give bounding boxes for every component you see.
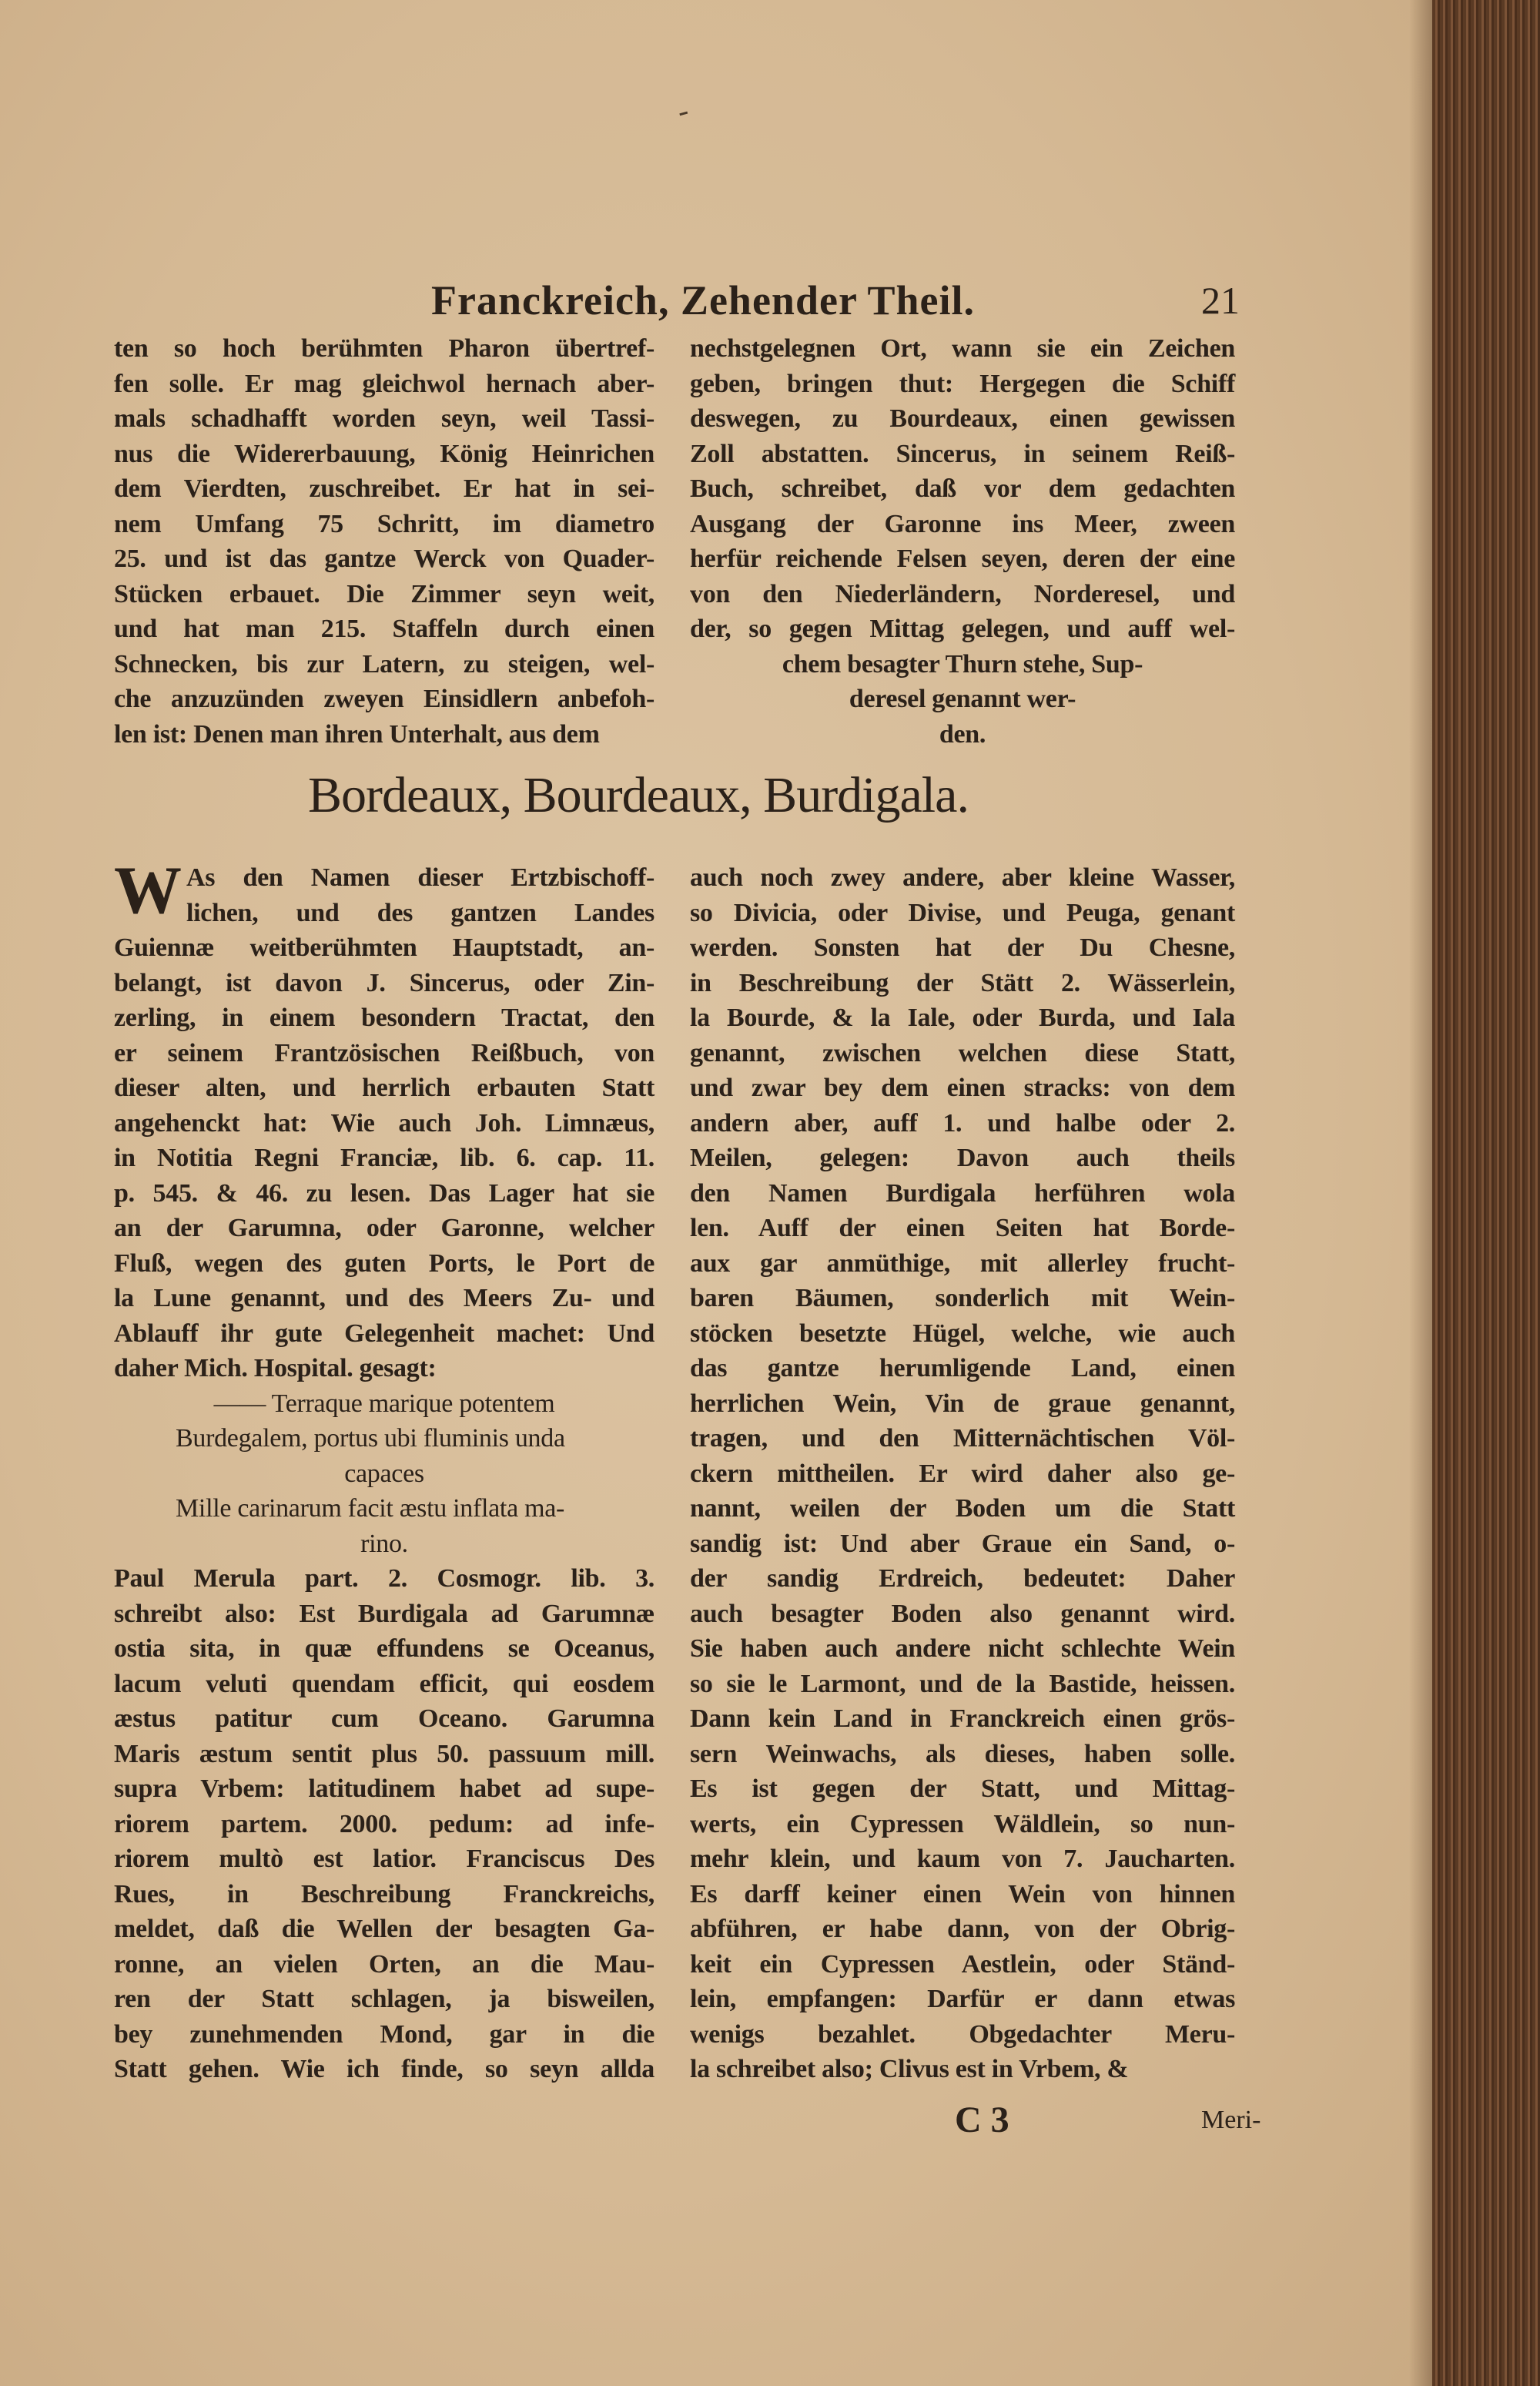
text-line: bey zunehmenden Mond, gar in die — [114, 2019, 654, 2049]
text-line: nannt, weilen der Boden um die Statt — [690, 1494, 1235, 1523]
text-line: lichen, und des gantzen Landes — [186, 898, 654, 927]
text-line: nem Umfang 75 Schritt, im diametro — [114, 509, 654, 538]
text-line: deresel genannt wer- — [849, 685, 1076, 713]
text-line: sern Weinwachs, als dieses, haben solle. — [690, 1739, 1235, 1768]
text-line: keit ein Cypressen Aestlein, oder Ständ- — [690, 1949, 1235, 1979]
text-line: deswegen, zu Bourdeaux, einen gewissen — [690, 404, 1235, 433]
text-line: zerling, in einem besondern Tractat, den — [114, 1004, 654, 1032]
text-line: dem Vierdten, zuschreibet. Er hat in sei- — [114, 474, 654, 503]
top-left-column — [114, 331, 654, 752]
text-line: la Lune genannt, und des Meers Zu- und — [114, 1284, 654, 1312]
text-line: ostia sita, in quæ effundens se Oceanus, — [114, 1634, 654, 1663]
text-line: Guiennæ weitberühmten Hauptstadt, an- — [114, 933, 654, 962]
text-line: Paul Merula part. 2. Cosmogr. lib. 3. — [114, 1564, 654, 1593]
text-line: und hat man 215. Staffeln durch einen — [114, 615, 654, 643]
text-line: von den Niederländern, Norderesel, und — [690, 579, 1235, 608]
top-right-column — [690, 331, 1235, 752]
text-line: ren der Statt schlagen, ja bisweilen, — [114, 1985, 654, 2013]
verse-quote — [114, 1386, 654, 1562]
catchword: Meri- — [1201, 2106, 1261, 2134]
text-line: Statt gehen. Wie ich finde, so seyn allda — [114, 2055, 654, 2083]
text-line: fen solle. Er mag gleichwol hernach aber- — [114, 369, 654, 398]
text-line: stöcken besetzte Hügel, welche, wie auch — [690, 1319, 1235, 1348]
text-line: supra Vrbem: latitudinem habet ad supe- — [114, 1774, 654, 1803]
text-line: wenigs bezahlet. Obgedachter Meru- — [690, 2019, 1235, 2049]
text-line: so Divicia, oder Divise, und Peuga, genant — [690, 898, 1235, 927]
text-line: meldet, daß die Wellen der besagten Ga- — [114, 1915, 654, 1943]
text-line: p. 545. & 46. zu lesen. Das Lager hat sie — [114, 1178, 654, 1208]
text-line: der sandig Erdreich, bedeutet: Daher — [690, 1564, 1235, 1593]
text-line: der, so gegen Mittag gelegen, und auff wel- — [690, 615, 1235, 643]
signature-mark: C 3 — [955, 2099, 1009, 2140]
text-line: Zoll abstatten. Sincerus, in seinem Reiß- — [690, 439, 1235, 468]
text-line: As den Namen dieser Ertzbischoff- — [186, 863, 654, 892]
text-line: Ausgang der Garonne ins Meer, zween — [690, 509, 1235, 538]
text-line: ronne, an vielen Orten, an die Mau- — [114, 1949, 654, 1979]
running-head — [431, 277, 1240, 323]
text-line: ten so hoch berühmten Pharon übertref- — [114, 334, 654, 363]
text-line: schreibt also: Est Burdigala ad Garumnæ — [114, 1599, 654, 1628]
text-line: den Namen Burdigala herführen wola — [690, 1178, 1235, 1208]
text-line: in Beschreibung der Stätt 2. Wässerlein, — [690, 968, 1235, 997]
text-line: Stücken erbauet. Die Zimmer seyn weit, — [114, 579, 654, 608]
text-line: ckern mittheilen. Er wird daher also ge- — [690, 1459, 1235, 1488]
text-line: 25. und ist das gantze Werck von Quader- — [114, 545, 654, 573]
text-line: Maris æstum sentit plus 50. passuum mill. — [114, 1739, 654, 1768]
text-line: herfür reichende Felsen seyen, deren der eine — [690, 545, 1235, 573]
text-line: Dann kein Land in Franckreich einen grös- — [690, 1704, 1235, 1733]
text-line: che anzuzünden zweyen Einsidlern anbefoh- — [114, 685, 654, 713]
text-line: —— Terraque marique potentem — [213, 1389, 555, 1418]
text-line: len ist: Denen man ihren Unterhalt, aus dem — [114, 719, 600, 749]
running-head-title: Franckreich, Zehender Theil. — [431, 277, 976, 323]
text-line: dieser alten, und herrlich erbauten Statt — [114, 1074, 654, 1102]
text-line: baren Bäumen, sonderlich mit Wein- — [690, 1284, 1235, 1312]
text-line: den. — [939, 719, 986, 749]
text-line: Es darff keiner einen Wein von hinnen — [690, 1879, 1235, 1908]
text-line: andern aber, auff 1. und halbe oder 2. — [690, 1108, 1235, 1138]
text-line: Schnecken, bis zur Latern, zu steigen, wel- — [114, 649, 654, 679]
text-line: angehenckt hat: Wie auch Joh. Limnæus, — [114, 1108, 654, 1138]
text-line: werden. Sonsten hat der Du Chesne, — [690, 933, 1235, 962]
text-line: das gantze herumligende Land, einen — [690, 1354, 1235, 1382]
text-line: lacum veluti quendam efficit, qui eosdem — [114, 1669, 654, 1698]
body-left-column — [114, 853, 654, 2087]
book-page-edges — [1432, 0, 1540, 2386]
text-line: und zwar bey dem einen stracks: von dem — [690, 1074, 1235, 1102]
text-line: capaces — [344, 1459, 424, 1488]
text-line: sandig ist: Und aber Graue ein Sand, o- — [690, 1529, 1235, 1558]
text-line: genannt, zwischen welchen diese Statt, — [690, 1038, 1235, 1067]
body-right-column — [690, 860, 1235, 2087]
text-line: Rues, in Beschreibung Franckreichs, — [114, 1879, 654, 1908]
text-line: nus die Widererbauung, König Heinrichen — [114, 439, 654, 468]
text-line: er seinem Frantzösischen Reißbuch, von — [114, 1038, 654, 1067]
text-line: æstus patitur cum Oceano. Garumna — [114, 1704, 654, 1733]
text-line: riorem partem. 2000. pedum: ad infe- — [114, 1809, 654, 1838]
text-line: rino. — [360, 1529, 408, 1558]
paragraph — [114, 1561, 654, 2087]
text-line: Ablauff ihr gute Gelegenheit machet: Und — [114, 1319, 654, 1348]
text-line: herrlichen Wein, Vin de graue genannt, — [690, 1389, 1235, 1418]
text-line: Fluß, wegen des guten Ports, le Port de — [114, 1248, 654, 1278]
text-line: auch besagter Boden also genannt wird. — [690, 1599, 1235, 1628]
text-line: aux gar anmüthige, mit allerley frucht- — [690, 1248, 1235, 1278]
drop-cap: W — [114, 853, 182, 928]
text-line: mehr klein, und kaum von 7. Jaucharten. — [690, 1845, 1235, 1873]
text-line: Buch, schreibet, daß vor dem gedachten — [690, 474, 1235, 503]
text-line: Es ist gegen der Statt, und Mittag- — [690, 1774, 1235, 1803]
text-line: Mille carinarum facit æstu inflata ma- — [176, 1494, 565, 1523]
text-line: Meilen, gelegen: Davon auch theils — [690, 1144, 1235, 1172]
text-line: len. Auff der einen Seiten hat Borde- — [690, 1214, 1235, 1242]
text-line: nechstgelegnen Ort, wann sie ein Zeichen — [690, 334, 1235, 363]
text-line: belangt, ist davon J. Sincerus, oder Zin- — [114, 968, 654, 997]
paragraph — [114, 930, 654, 1351]
text-line: abführen, er habe dann, von der Obrig- — [690, 1915, 1235, 1943]
text-line: so sie le Larmont, und de la Bastide, heissen. — [690, 1669, 1235, 1698]
text-line: mals schadhafft worden seyn, weil Tassi- — [114, 404, 654, 433]
page-number: 21 — [1201, 279, 1240, 322]
text-line: an der Garumna, oder Garonne, welcher — [114, 1214, 654, 1242]
text-line: la Bourde, & la Iale, oder Burda, und Iala — [690, 1004, 1235, 1032]
text-line: la schreibet also; Clivus est in Vrbem, & — [690, 2055, 1129, 2083]
section-heading: Bordeaux, Bourdeaux, Burdigala. — [308, 767, 969, 823]
text-line: werts, ein Cypressen Wäldlein, so nun- — [690, 1809, 1235, 1838]
ink-mark: - — [673, 92, 692, 129]
text-line: daher Mich. Hospital. gesagt: — [114, 1354, 437, 1382]
text-line: geben, bringen thut: Hergegen die Schiff — [690, 369, 1235, 398]
text-line: auch noch zwey andere, aber kleine Wasser, — [690, 863, 1235, 892]
text-line: tragen, und den Mitternächtischen Völ- — [690, 1424, 1235, 1453]
text-line: in Notitia Regni Franciæ, lib. 6. cap. 11. — [114, 1144, 654, 1172]
text-line: riorem multò est latior. Franciscus Des — [114, 1845, 654, 1873]
text-line: lein, empfangen: Darfür er dann etwas — [690, 1985, 1235, 2013]
text-line: chem besagter Thurn stehe, Sup- — [782, 649, 1143, 679]
text-line: Sie haben auch andere nicht schlechte Wein — [690, 1634, 1235, 1663]
text-line: Burdegalem, portus ubi fluminis unda — [176, 1424, 565, 1453]
